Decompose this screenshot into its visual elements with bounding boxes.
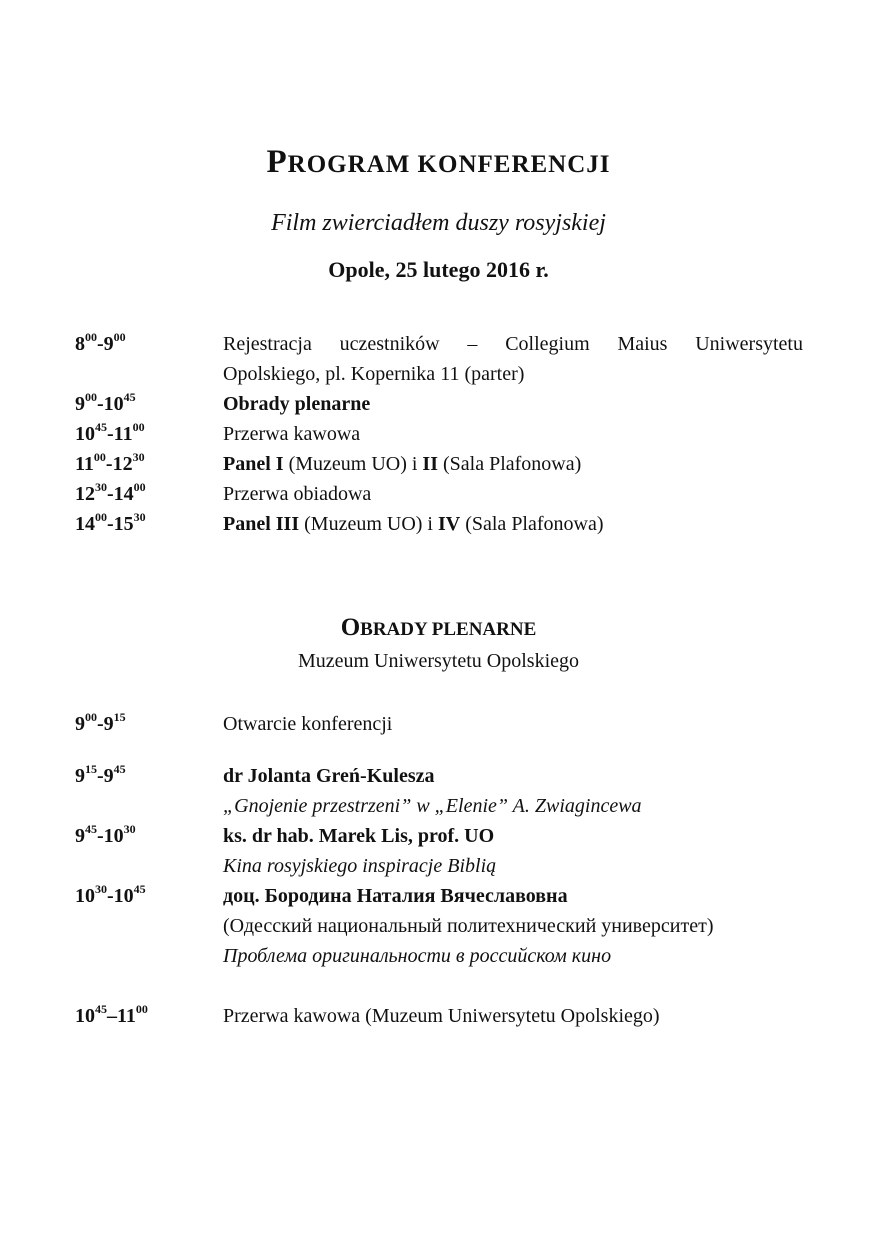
section-location: Muzeum Uniwersytetu Opolskiego — [297, 650, 580, 672]
plenary-schedule — [75, 709, 803, 1031]
time-range: $12^{30}-14^{00}$ — [75, 480, 146, 505]
time-range: $10^{45}-11^{00}$ — [75, 420, 145, 445]
time-range: $9^{00}-9^{15}$ — [75, 710, 126, 735]
schedule-description: Panel I (Muzeum UO) i II (Sala Plafonowa) — [223, 453, 582, 475]
description-line: Rejestracja uczestników – Collegium Maius Uniwersytetu — [223, 333, 803, 355]
plenary-description: Przerwa kawowa (Muzeum Uniwersytetu Opolskiego) — [223, 1005, 660, 1027]
plenary-row — [75, 881, 803, 971]
plenary-row — [75, 709, 803, 739]
speaker-name: доц. Бородина Наталия Вячеславовна — [223, 885, 568, 907]
schedule-description: Panel III (Muzeum UO) i IV (Sala Plafonowa) — [223, 513, 604, 535]
schedule-description: Przerwa obiadowa — [223, 483, 372, 505]
speaker-name: dr Jolanta Greń-Kulesza — [223, 765, 435, 787]
description-line: Opolskiego, pl. Kopernika 11 (parter) — [223, 363, 525, 385]
plenary-row — [75, 761, 803, 821]
schedule-row — [75, 329, 803, 389]
plenary-description — [223, 761, 803, 821]
plenary-description: Otwarcie konferencji — [223, 713, 393, 735]
panel-name: IV — [437, 513, 461, 535]
time-range: $11^{00}-12^{30}$ — [75, 450, 145, 475]
title-initial: P — [266, 144, 288, 180]
talk-title: Проблема оригинальности в российском кино — [223, 945, 612, 967]
page-title — [0, 138, 877, 189]
schedule-description: Obrady plenarne — [223, 393, 371, 415]
panel-name: Panel I — [223, 453, 284, 475]
time-range: $9^{00}-10^{45}$ — [75, 390, 136, 415]
place-date: Opole, 25 lutego 2016 r. — [328, 257, 549, 282]
time-range: $10^{45}-11^{00}$ — [75, 1002, 148, 1027]
time-range: $14^{00}-15^{30}$ — [75, 510, 146, 535]
panel-name: Panel III — [223, 513, 300, 535]
plenary-description — [223, 821, 803, 881]
schedule-row — [75, 509, 803, 539]
schedule-description: Przerwa kawowa — [223, 423, 361, 445]
title-rest: ROGRAM KONFERENCJI — [287, 151, 611, 178]
plenary-row — [75, 821, 803, 881]
speaker-name: ks. dr hab. Marek Lis, prof. UO — [223, 825, 495, 847]
talk-title: „Gnojenie przestrzeni” w „Elenie” A. Zwiagincewa — [223, 795, 642, 817]
schedule-row — [75, 449, 803, 479]
time-range: $8^{00}-9^{00}$ — [75, 330, 126, 355]
plenary-description — [223, 881, 803, 971]
schedule-description — [223, 329, 803, 389]
talk-title: Kina rosyjskiego inspiracje Biblią — [223, 855, 497, 877]
conference-subtitle: Film zwierciadłem duszy rosyjskiej — [271, 210, 606, 236]
section-heading: OBRADY PLENARNE — [340, 614, 537, 641]
schedule-row — [75, 419, 803, 449]
time-range: $9^{45}-10^{30}$ — [75, 822, 136, 847]
schedule-row — [75, 479, 803, 509]
time-range: $9^{15}-9^{45}$ — [75, 762, 126, 787]
time-range: $10^{30}-10^{45}$ — [75, 882, 146, 907]
schedule-row — [75, 389, 803, 419]
plenary-row — [75, 1001, 803, 1031]
speaker-affiliation: (Одесский национальный политехнический университет) — [223, 915, 714, 937]
panel-name: II — [422, 453, 438, 475]
general-schedule — [75, 329, 803, 539]
